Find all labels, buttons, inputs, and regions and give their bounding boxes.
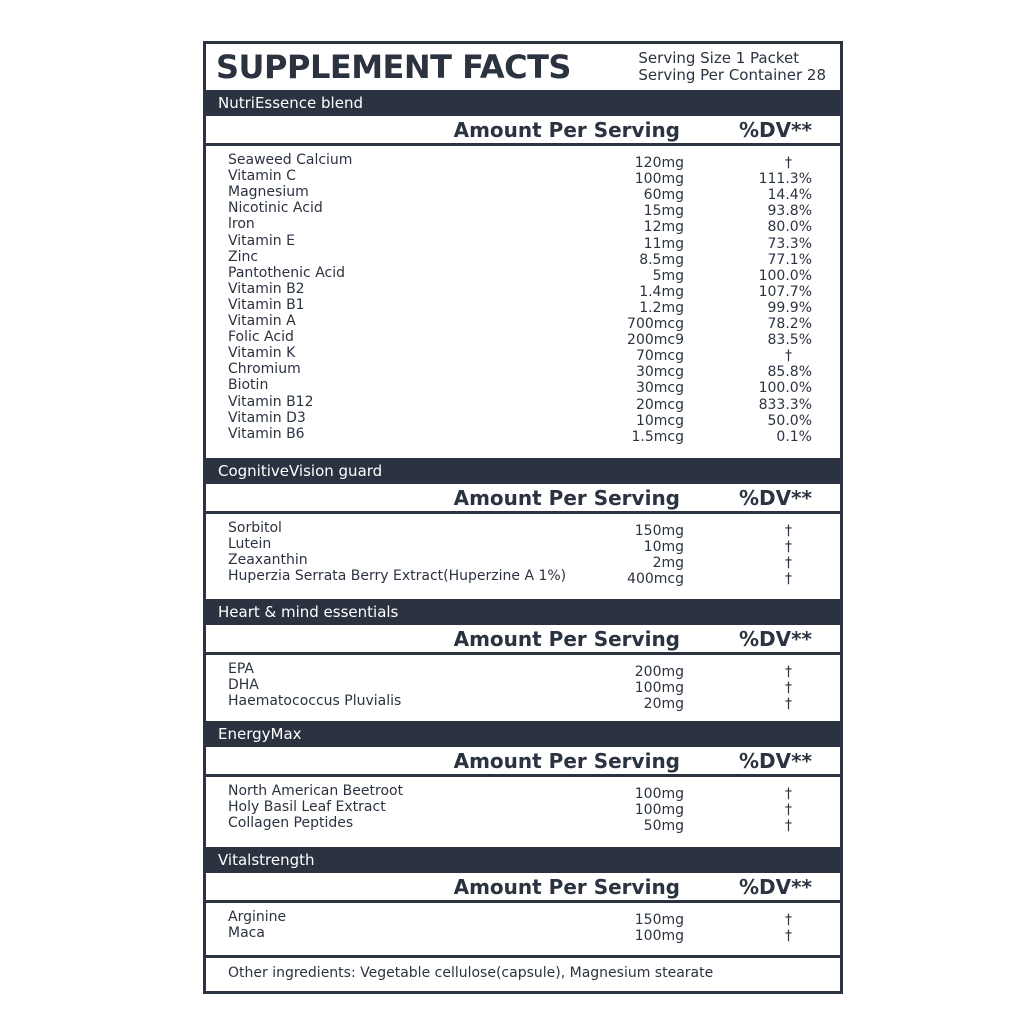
ingredient-dv: † xyxy=(785,664,792,680)
supplement-facts-label xyxy=(203,41,843,994)
ingredient-dv: † xyxy=(785,348,792,365)
ingredient-name: Zinc xyxy=(228,248,259,265)
amount-per-serving-header: Amount Per Serving xyxy=(453,486,680,510)
ingredient-row xyxy=(206,377,840,397)
ingredient-name: lron xyxy=(228,216,255,233)
ingredient-amount: 2mg xyxy=(652,555,684,572)
ingredient-amount: 400mcg xyxy=(627,571,684,588)
ingredient-dv: 50.0% xyxy=(767,412,812,429)
servings-per-container: Serving Per Container 28 xyxy=(638,66,826,84)
ingredient-name: Vitamin E xyxy=(228,232,295,249)
ingredient-amount: 11mg xyxy=(643,235,684,252)
label-header xyxy=(206,44,840,90)
ingredient-name: Zeaxanthin xyxy=(228,552,308,569)
ingredient-name: Biotin xyxy=(228,377,269,394)
section-title: Heart & mind essentials xyxy=(206,599,840,625)
ingredient-row xyxy=(206,313,840,332)
ingredient-name: Sorbitol xyxy=(228,520,282,536)
ingredient-dv: 100.0% xyxy=(758,267,812,284)
dv-header: %DV** xyxy=(738,118,812,142)
ingredient-amount: 1.2mg xyxy=(639,299,684,316)
ingredient-amount: 100mg xyxy=(634,928,684,945)
ingredient-amount: 20mcg xyxy=(635,396,684,413)
amount-per-serving-header: Amount Per Serving xyxy=(453,875,680,899)
ingredient-dv: † xyxy=(785,555,792,572)
ingredient-row xyxy=(206,280,840,300)
ingredient-row xyxy=(206,909,840,928)
ingredient-dv: † xyxy=(785,523,792,539)
serving-size: Serving Size 1 Packet xyxy=(638,49,800,67)
ingredient-amount: 10mcg xyxy=(635,412,684,429)
ingredient-name: Seaweed Calcium xyxy=(228,152,353,168)
ingredient-amount: 100mg xyxy=(634,786,684,802)
amount-per-serving-header: Amount Per Serving xyxy=(453,118,680,142)
ingredient-amount: 12mg xyxy=(643,219,684,236)
ingredient-amount: 120mg xyxy=(634,155,684,171)
ingredient-amount: 700mcg xyxy=(627,316,684,332)
label-title: SUPPLEMENT FACTS xyxy=(216,48,571,86)
serving-info xyxy=(638,50,826,84)
ingredient-row xyxy=(206,677,840,697)
ingredient-dv: 111.3% xyxy=(758,171,812,188)
ingredient-dv: 833.3% xyxy=(758,396,812,413)
ingredient-amount: 50mg xyxy=(643,818,684,835)
ingredient-name: Vitamin A xyxy=(228,313,296,329)
ingredient-amount: 5mg xyxy=(652,267,684,284)
ingredient-name: Vitamin D3 xyxy=(228,409,306,426)
ingredient-name: Arginine xyxy=(228,909,287,925)
ingredient-name: Vitamin B12 xyxy=(228,393,314,410)
dv-header: %DV** xyxy=(738,875,812,899)
ingredient-name: Vitamin C xyxy=(228,168,296,185)
amount-per-serving-header: Amount Per Serving xyxy=(453,627,680,651)
ingredient-name: North American Beetroot xyxy=(228,783,404,799)
dv-header: %DV** xyxy=(738,627,812,651)
ingredient-amount: 150mg xyxy=(634,523,684,539)
ingredient-name: Vitamin B6 xyxy=(228,425,305,442)
ingredient-name: Magnesium xyxy=(228,184,309,201)
ingredient-dv: 99.9% xyxy=(767,299,812,316)
ingredient-amount: 15mg xyxy=(643,203,684,220)
ingredient-row xyxy=(206,152,840,171)
ingredient-amount: 70mcg xyxy=(635,348,684,365)
ingredient-dv: 100.0% xyxy=(758,380,812,397)
ingredient-dv: 77.1% xyxy=(767,251,812,268)
ingredient-name: Collagen Peptides xyxy=(228,815,354,832)
ingredient-dv: † xyxy=(785,696,792,713)
ingredient-row xyxy=(206,799,840,819)
ingredient-dv: † xyxy=(785,928,792,945)
ingredient-name: Vitamin B1 xyxy=(228,296,305,313)
ingredient-row xyxy=(206,925,840,945)
ingredient-row xyxy=(206,232,840,252)
column-header xyxy=(206,484,840,514)
ingredient-row xyxy=(206,168,840,188)
ingredient-name: EPA xyxy=(228,661,254,677)
ingredient-row xyxy=(206,425,840,445)
ingredient-dv: 107.7% xyxy=(758,283,812,300)
ingredient-dv: † xyxy=(785,571,792,588)
section xyxy=(206,721,840,847)
ingredient-name: Vitamin B2 xyxy=(228,280,305,297)
ingredient-row xyxy=(206,296,840,316)
ingredient-dv: 80.0% xyxy=(767,219,812,236)
ingredient-name: Maca xyxy=(228,925,265,942)
ingredient-row xyxy=(206,361,840,381)
section-title: EnergyMax xyxy=(206,721,840,747)
ingredient-row xyxy=(206,248,840,268)
ingredient-dv: 78.2% xyxy=(767,316,812,332)
column-header xyxy=(206,625,840,655)
ingredient-dv: 83.5% xyxy=(767,332,812,349)
ingredient-dv: 14.4% xyxy=(767,187,812,204)
ingredient-amount: 100mg xyxy=(634,802,684,819)
ingredient-dv: 85.8% xyxy=(767,364,812,381)
ingredient-row xyxy=(206,783,840,802)
ingredient-dv: 73.3% xyxy=(767,235,812,252)
ingredient-row xyxy=(206,393,840,413)
ingredient-name: Chromium xyxy=(228,361,301,378)
ingredient-dv: † xyxy=(785,539,792,556)
ingredient-amount: 200mg xyxy=(634,664,684,680)
section-title: Vitalstrength xyxy=(206,847,840,873)
section-title: NutriEssence blend xyxy=(206,90,840,116)
ingredient-dv: † xyxy=(785,912,792,928)
column-header xyxy=(206,873,840,903)
ingredient-row xyxy=(206,329,840,349)
column-header xyxy=(206,116,840,146)
ingredient-name: Vitamin K xyxy=(228,345,296,362)
ingredient-row xyxy=(206,536,840,556)
ingredient-dv: † xyxy=(785,786,792,802)
other-ingredients-footer xyxy=(206,955,840,991)
other-ingredients-text: Other ingredients: Vegetable cellulose(capsule), Magnesium stearate xyxy=(228,965,714,981)
ingredient-amount: 150mg xyxy=(634,912,684,928)
ingredient-name: Lutein xyxy=(228,536,272,553)
ingredient-amount: 100mg xyxy=(634,171,684,188)
ingredient-amount: 30mcg xyxy=(635,380,684,397)
amount-per-serving-header: Amount Per Serving xyxy=(453,749,680,773)
ingredient-dv: 93.8% xyxy=(767,203,812,220)
ingredient-name: Huperzia Serrata Berry Extract(Huperzine A 1%) xyxy=(228,568,567,585)
ingredient-row xyxy=(206,216,840,236)
ingredient-name: Haematococcus Pluvialis xyxy=(228,693,402,710)
ingredient-row xyxy=(206,184,840,204)
section xyxy=(206,599,840,721)
ingredient-dv: † xyxy=(785,680,792,697)
ingredient-amount: 100mg xyxy=(634,680,684,697)
ingredient-dv: 0.1% xyxy=(776,428,812,445)
ingredient-amount: 60mg xyxy=(643,187,684,204)
ingredient-name: Nicotinic Acid xyxy=(228,200,323,217)
ingredient-name: DHA xyxy=(228,677,259,694)
ingredient-name: Pantothenic Acid xyxy=(228,264,346,281)
section xyxy=(206,847,840,955)
ingredient-name: Folic Acid xyxy=(228,329,294,346)
ingredient-row xyxy=(206,264,840,284)
ingredient-dv: † xyxy=(785,155,792,171)
column-header xyxy=(206,747,840,777)
ingredient-amount: 1.5mcg xyxy=(631,428,684,445)
section xyxy=(206,90,840,458)
ingredient-row xyxy=(206,520,840,539)
ingredient-row xyxy=(206,568,840,588)
dv-header: %DV** xyxy=(738,749,812,773)
section xyxy=(206,458,840,599)
ingredient-dv: † xyxy=(785,802,792,819)
ingredient-amount: 20mg xyxy=(643,696,684,713)
ingredient-row xyxy=(206,661,840,680)
ingredient-row xyxy=(206,693,840,713)
section-title: CognitiveVision guard xyxy=(206,458,840,484)
ingredient-row xyxy=(206,409,840,429)
ingredient-name: Holy Basil Leaf Extract xyxy=(228,799,386,816)
ingredient-amount: 10mg xyxy=(643,539,684,556)
ingredient-row xyxy=(206,815,840,835)
ingredient-row xyxy=(206,345,840,365)
ingredient-dv: † xyxy=(785,818,792,835)
dv-header: %DV** xyxy=(738,486,812,510)
ingredient-row xyxy=(206,200,840,220)
ingredient-amount: 1.4mg xyxy=(639,283,684,300)
ingredient-amount: 200mc9 xyxy=(627,332,684,349)
ingredient-amount: 8.5mg xyxy=(639,251,684,268)
ingredient-amount: 30mcg xyxy=(635,364,684,381)
ingredient-row xyxy=(206,552,840,572)
